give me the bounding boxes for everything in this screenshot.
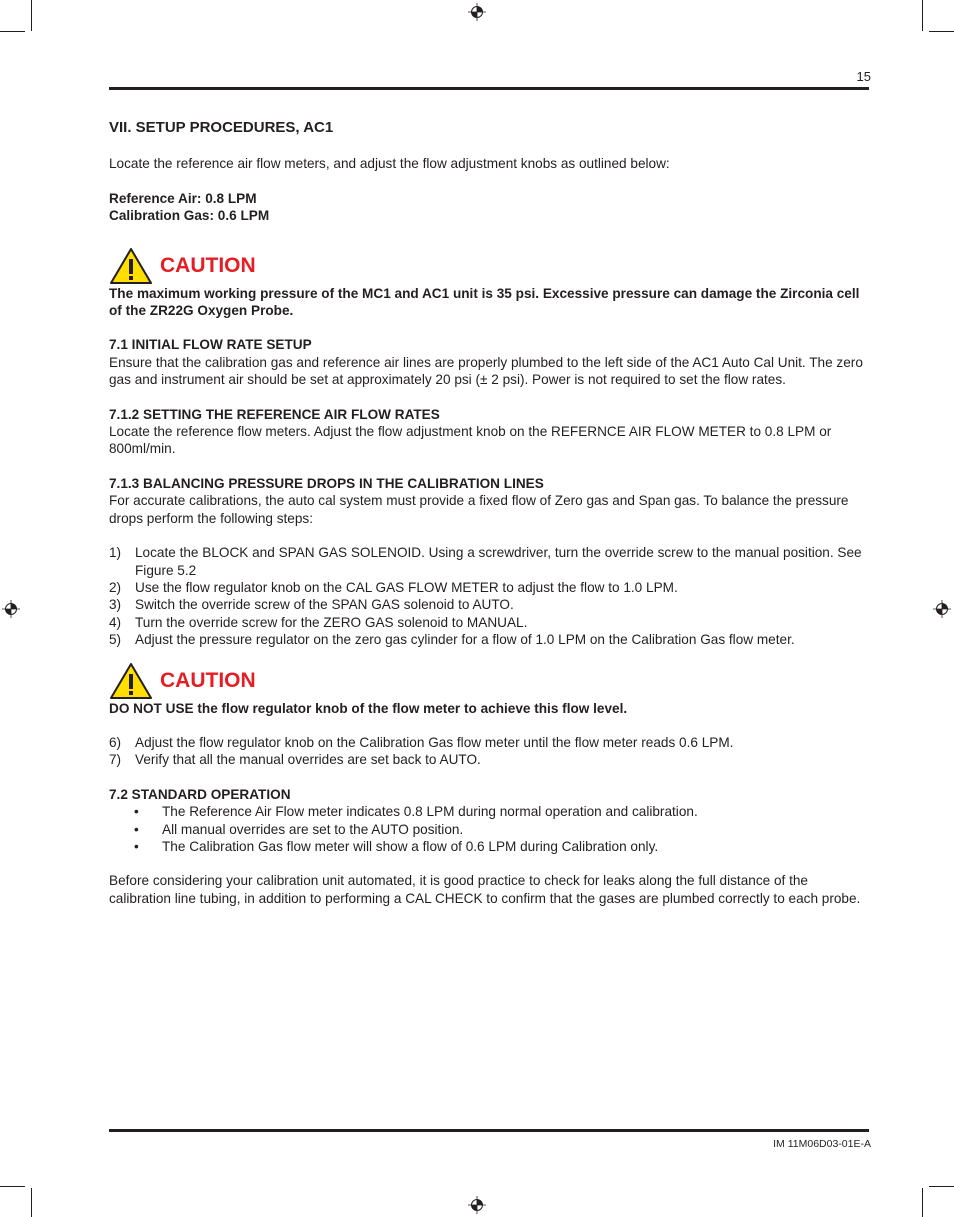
standard-operation-list	[109, 803, 871, 855]
header-rule	[109, 87, 869, 90]
step-number: 7)	[109, 752, 122, 768]
list-item	[109, 734, 871, 751]
caution-banner	[109, 662, 871, 700]
closing-paragraph: Before considering your calibration unit automated, it is good practice to check for leaks along the full distance of the calibration line tubing, in addition to performing a CAL CHECK to confirm that the gases are plumbed correctly to each probe.	[109, 873, 861, 906]
caution-label: CAUTION	[160, 253, 256, 277]
caution-text: The maximum working pressure of the MC1 and AC1 unit is 35 psi. Excessive pressure can damage the Zirconia cell of the ZR22G Oxygen Probe.	[109, 285, 860, 319]
crop-mark	[922, 1188, 923, 1217]
section-intro: Locate the reference air flow meters, and adjust the flow adjustment knobs as outlined below:	[109, 156, 670, 172]
caution-banner	[109, 247, 871, 285]
warning-triangle-icon	[109, 662, 153, 700]
crop-mark	[0, 1186, 25, 1187]
crop-mark	[929, 31, 954, 32]
procedure-steps	[109, 544, 871, 648]
crop-mark	[922, 0, 923, 31]
step-text: Switch the override screw of the SPAN GAS solenoid to AUTO.	[135, 597, 514, 613]
document-code: IM 11M06D03-01E-A	[773, 1138, 871, 1150]
list-item	[109, 751, 871, 768]
subsection-heading: 7.1.3 BALANCING PRESSURE DROPS IN THE CALIBRATION LINES	[109, 475, 544, 491]
step-text: Adjust the pressure regulator on the zero gas cylinder for a flow of 1.0 LPM on the Calibration Gas flow meter.	[135, 632, 795, 648]
step-number: 6)	[109, 734, 122, 750]
list-item	[109, 631, 871, 648]
step-text: Locate the BLOCK and SPAN GAS SOLENOID. Using a screwdriver, turn the override screw to the manual position. See Figure 5.2	[135, 545, 862, 578]
step-text: Adjust the flow regulator knob on the Calibration Gas flow meter until the flow meter reads 0.6 LPM.	[135, 734, 734, 750]
bullet-text: The Calibration Gas flow meter will show a flow of 0.6 LPM during Calibration only.	[162, 838, 659, 854]
reference-air-spec: Reference Air: 0.8 LPM	[109, 190, 257, 206]
step-number: 1)	[109, 545, 122, 561]
registration-mark-icon	[933, 600, 951, 618]
list-item	[109, 838, 871, 855]
crop-mark	[31, 1188, 32, 1217]
section-title: VII. SETUP PROCEDURES, AC1	[109, 119, 334, 136]
caution-label: CAUTION	[160, 668, 256, 692]
page-content	[109, 119, 871, 907]
bullet-text: All manual overrides are set to the AUTO position.	[162, 821, 464, 837]
subsection-body: For accurate calibrations, the auto cal system must provide a fixed flow of Zero gas and Span gas. To balance the pressure drops perform the following steps:	[109, 493, 849, 526]
crop-mark	[0, 31, 25, 32]
list-item	[109, 803, 871, 820]
list-item	[109, 544, 871, 579]
step-number: 4)	[109, 614, 122, 630]
step-number: 5)	[109, 632, 122, 648]
subsection-body: Ensure that the calibration gas and reference air lines are properly plumbed to the left side of the AC1 Auto Cal Unit. The zero gas and instrument air should be set at approximately 20 psi (± 2 psi). Power is not required to set the flow rates.	[109, 354, 863, 388]
page-number: 15	[856, 69, 871, 84]
step-text: Use the flow regulator knob on the CAL GAS FLOW METER to adjust the flow to 1.0 LPM.	[135, 579, 678, 595]
footer-rule	[109, 1129, 869, 1132]
bullet: •	[134, 821, 139, 837]
subsection-heading: 7.1.2 SETTING THE REFERENCE AIR FLOW RATES	[109, 406, 440, 422]
list-item	[109, 614, 871, 631]
subsection-heading: 7.1 INITIAL FLOW RATE SETUP	[109, 337, 312, 353]
crop-mark	[31, 0, 32, 31]
step-text: Turn the override screw for the ZERO GAS solenoid to MANUAL.	[135, 614, 528, 630]
registration-mark-icon	[2, 600, 20, 618]
step-text: Verify that all the manual overrides are set back to AUTO.	[135, 752, 481, 768]
caution-text: DO NOT USE the flow regulator knob of the flow meter to achieve this flow level.	[109, 700, 628, 716]
subsection-heading: 7.2 STANDARD OPERATION	[109, 786, 291, 802]
registration-mark-icon	[468, 3, 486, 21]
calibration-gas-spec: Calibration Gas: 0.6 LPM	[109, 208, 270, 224]
list-item	[109, 821, 871, 838]
subsection-body: Locate the reference flow meters. Adjust the flow adjustment knob on the REFERNCE AIR FLOW METER to 0.8 LPM or 800ml/min.	[109, 424, 832, 457]
bullet: •	[134, 804, 139, 820]
registration-mark-icon	[468, 1196, 486, 1214]
list-item	[109, 596, 871, 613]
list-item	[109, 579, 871, 596]
bullet-text: The Reference Air Flow meter indicates 0.8 LPM during normal operation and calibration.	[162, 804, 698, 820]
step-number: 2)	[109, 579, 122, 595]
bullet: •	[134, 838, 139, 854]
crop-mark	[929, 1186, 954, 1187]
step-number: 3)	[109, 597, 122, 613]
warning-triangle-icon	[109, 247, 153, 285]
procedure-steps	[109, 734, 871, 769]
